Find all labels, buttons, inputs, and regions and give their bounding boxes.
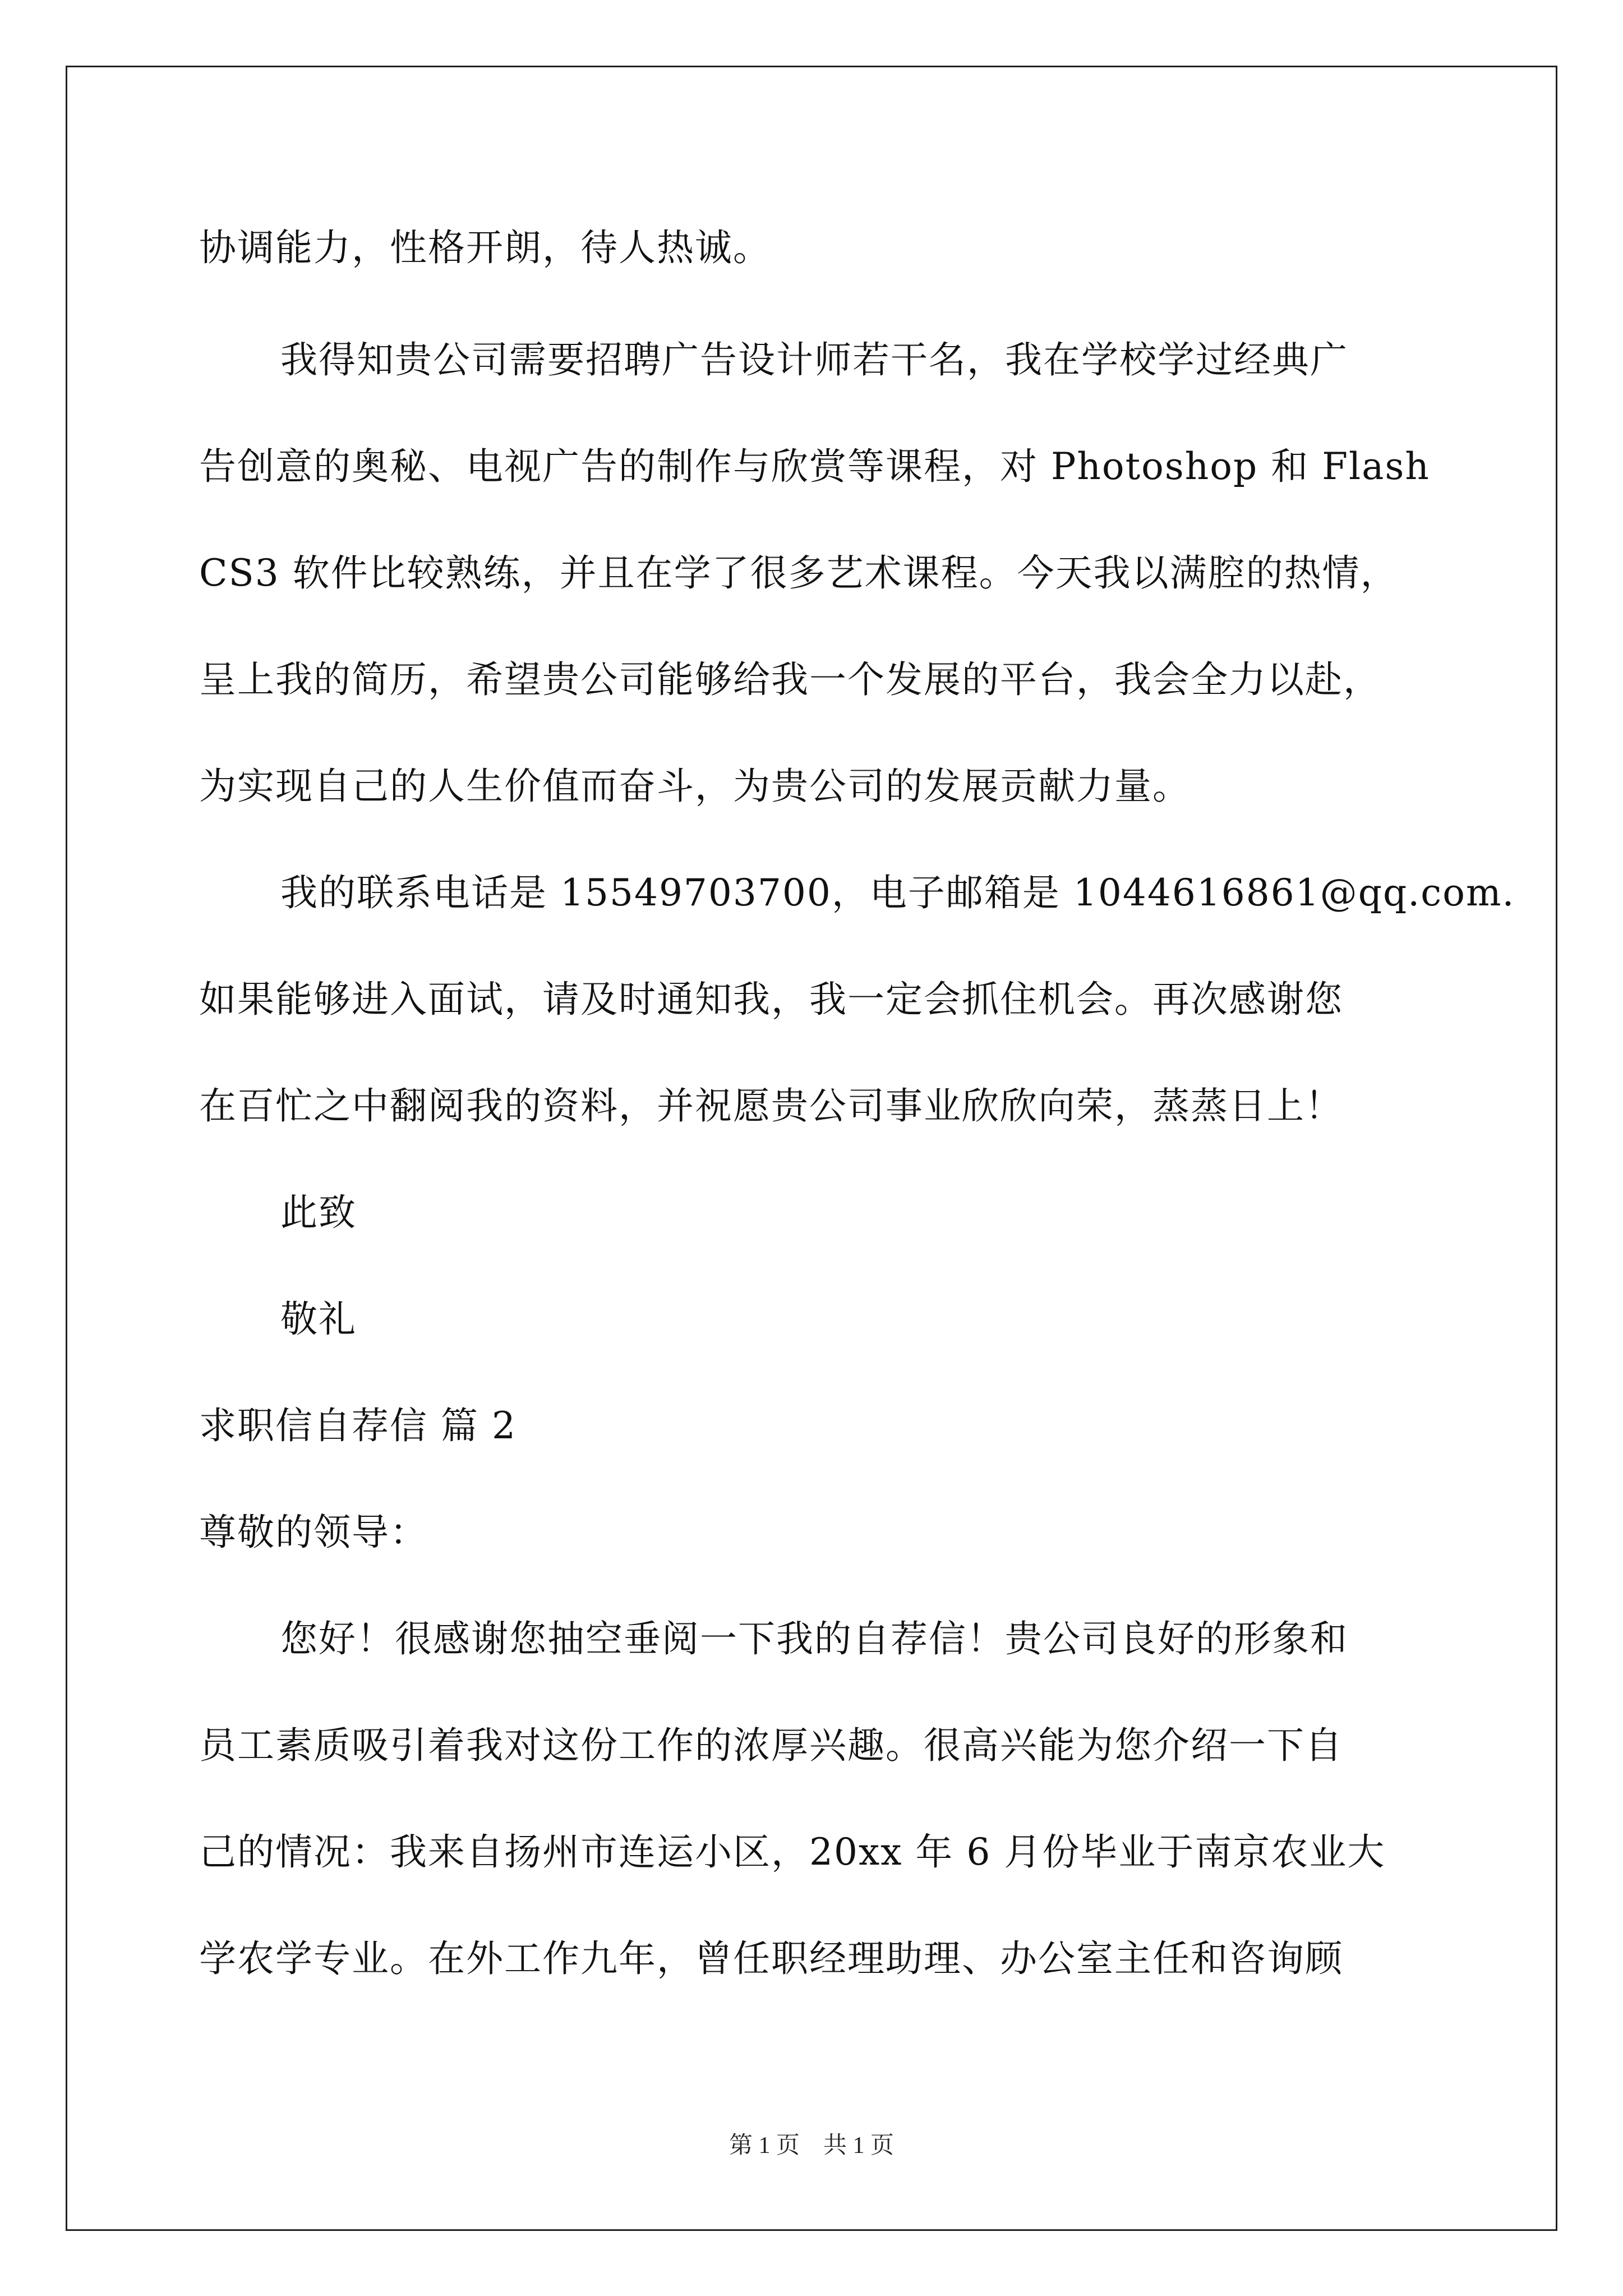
greeting-line: 尊敬的领导：	[199, 1511, 428, 1554]
paragraph-line: CS3 软件比较熟练，并且在学了很多艺术课程。今天我以满腔的热情，	[199, 551, 1399, 595]
paragraph-line: 您好！很感谢您抽空垂阅一下我的自荐信！贵公司良好的形象和	[280, 1617, 1348, 1660]
paragraph-line: 协调能力，性格开朗，待人热诚。	[199, 226, 771, 269]
paragraph-line: 我的联系电话是 15549703700，电子邮箱是 1044616861@qq.com.	[280, 871, 1515, 914]
paragraph-line: 学农学专业。在外工作九年，曾任职经理助理、办公室主任和咨询顾	[199, 1937, 1343, 1980]
salutation-line: 敬礼	[280, 1297, 357, 1341]
section-heading: 求职信自荐信 篇 2	[199, 1404, 517, 1447]
closing-line: 此致	[280, 1191, 357, 1234]
paragraph-line: 我得知贵公司需要招聘广告设计师若干名，我在学校学过经典广	[280, 338, 1348, 381]
paragraph-line: 员工素质吸引着我对这份工作的浓厚兴趣。很高兴能为您介绍一下自	[199, 1724, 1343, 1767]
paragraph-line: 告创意的奥秘、电视广告的制作与欣赏等课程，对 Photoshop 和 Flash	[199, 445, 1430, 488]
paragraph-line: 为实现自己的人生价值而奋斗，为贵公司的发展贡献力量。	[199, 765, 1191, 808]
page-border	[66, 66, 1557, 2231]
paragraph-line: 在百忙之中翻阅我的资料，并祝愿贵公司事业欣欣向荣，蒸蒸日上！	[199, 1084, 1343, 1128]
page-number-footer: 第 1 页 共 1 页	[728, 2133, 894, 2159]
paragraph-line: 呈上我的简历，希望贵公司能够给我一个发展的平台，我会全力以赴，	[199, 658, 1381, 701]
paragraph-line: 己的情况：我来自扬州市连运小区，20xx 年 6 月份毕业于南京农业大	[199, 1830, 1386, 1874]
paragraph-line: 如果能够进入面试，请及时通知我，我一定会抓住机会。再次感谢您	[199, 978, 1343, 1021]
